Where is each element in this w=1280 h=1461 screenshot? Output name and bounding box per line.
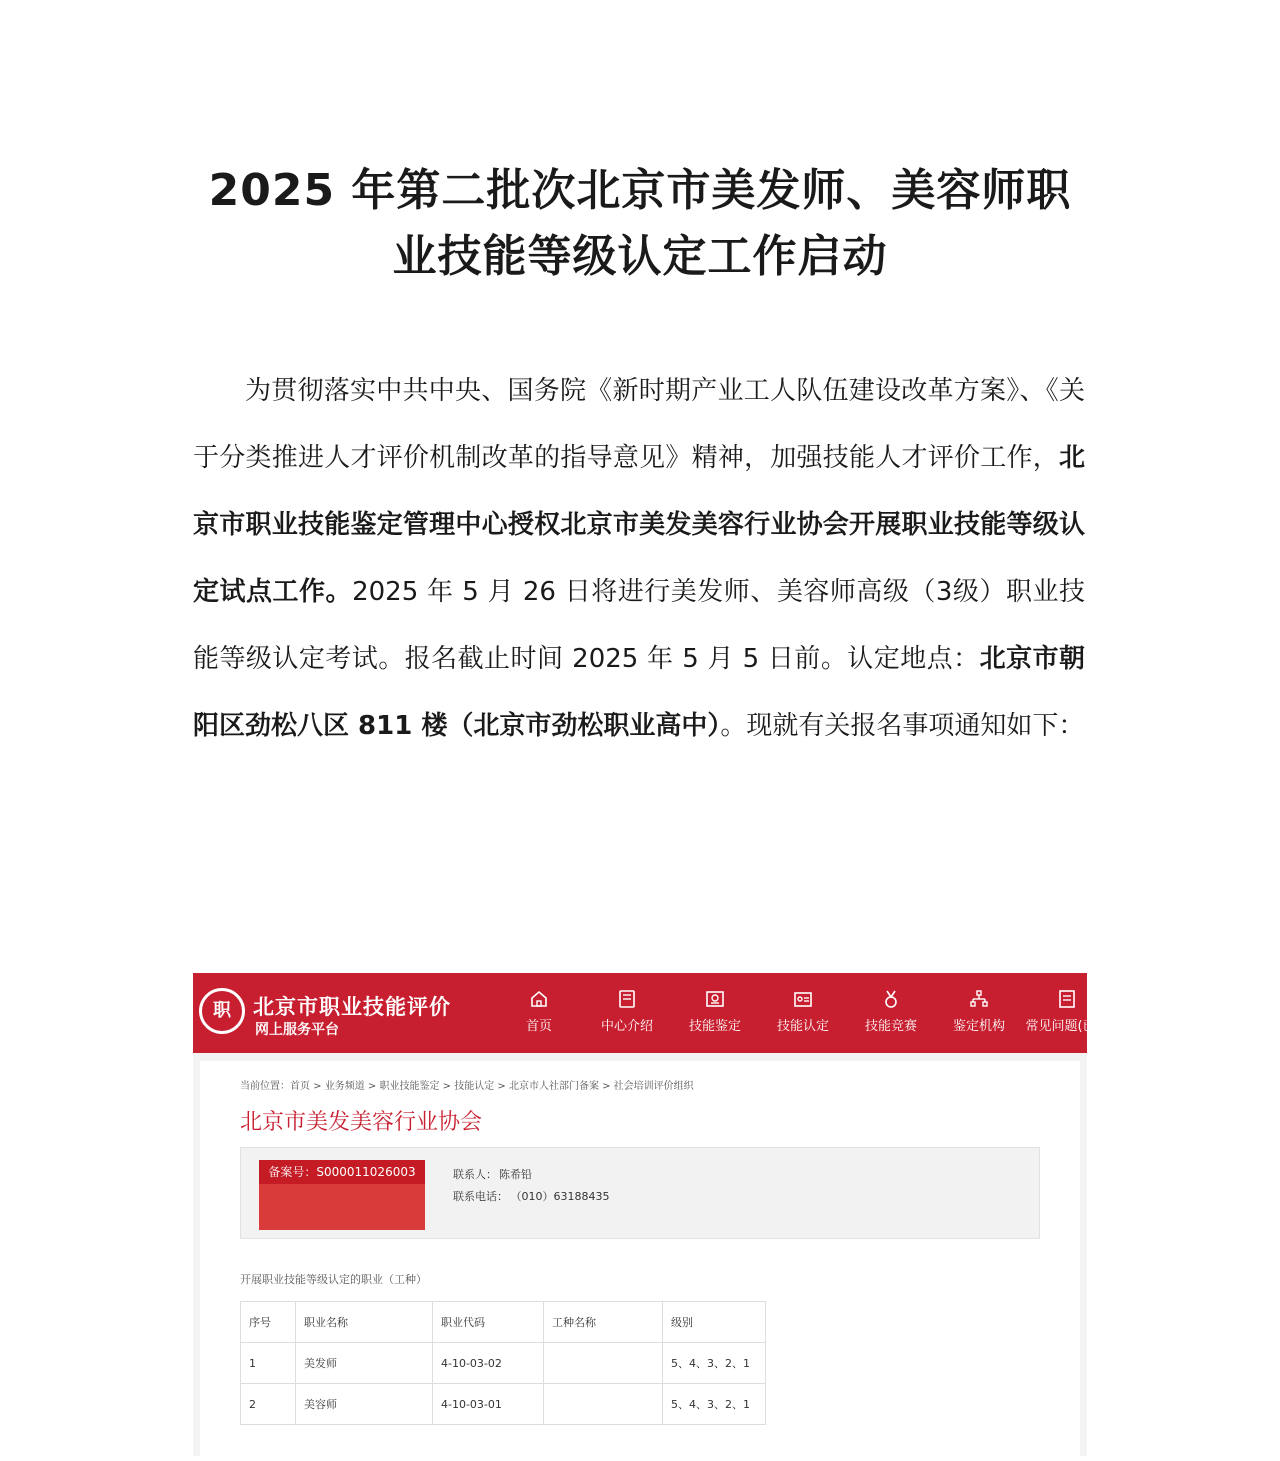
table-row — [241, 1384, 766, 1425]
table-header: 序号 — [241, 1302, 296, 1343]
table-cell: 美容师 — [296, 1384, 433, 1425]
table-header: 工种名称 — [544, 1302, 663, 1343]
contact-phone-label: 联系电话： — [453, 1190, 508, 1203]
title-line-2: 业技能等级认定工作启动 — [392, 231, 888, 282]
body-text-3: 。现就有关报名事项通知如下： — [720, 711, 1085, 741]
nav-item-institutions[interactable] — [935, 989, 1023, 1034]
contact-phone-row — [453, 1186, 609, 1208]
embedded-website-screenshot — [193, 973, 1109, 1456]
site-title[interactable]: 北京市职业技能评价 — [253, 995, 451, 1019]
table-header-row — [241, 1302, 766, 1343]
document-title — [190, 158, 1090, 290]
occupation-section-caption: 开展职业技能等级认定的职业（工种） — [240, 1273, 427, 1286]
nav-label: 技能鉴定 — [688, 1019, 741, 1034]
site-navbar — [193, 973, 1109, 1053]
certificate-icon — [705, 989, 725, 1009]
nav-label: 首页 — [525, 1019, 552, 1034]
table-cell: 4-10-03-01 — [433, 1384, 544, 1425]
contact-person-row — [453, 1164, 609, 1186]
contact-person: 陈希铅 — [499, 1168, 532, 1181]
nav-label: 中心介绍 — [600, 1019, 653, 1034]
table-row — [241, 1343, 766, 1384]
body-text-1: 为贯彻落实中共中央、国务院《新时期产业工人队伍建设改革方案》、《关于分类推进人才评价机制改革的指导意见》精神，加强技能人才评价工作， — [193, 376, 1085, 473]
table-header: 职业名称 — [296, 1302, 433, 1343]
nav-item-certification[interactable] — [759, 989, 847, 1034]
body-bold-2: 北京市朝阳区劲松八区 811 楼（北京市劲松职业高中） — [193, 644, 1085, 741]
occupation-table — [240, 1301, 766, 1425]
nav-label: 常见问题(已归 — [1025, 1019, 1109, 1034]
registration-card — [259, 1160, 425, 1230]
table-cell: 2 — [241, 1384, 296, 1425]
home-icon — [529, 989, 549, 1009]
organization-name: 北京市美发美容行业协会 — [240, 1110, 483, 1135]
table-cell: 1 — [241, 1343, 296, 1384]
faq-icon — [1057, 989, 1077, 1009]
medal-icon — [881, 989, 901, 1009]
nav-item-faq[interactable] — [1023, 989, 1111, 1034]
nav-label: 技能竞赛 — [864, 1019, 917, 1034]
nav-item-home[interactable] — [495, 989, 583, 1034]
content-panel — [200, 1061, 1080, 1461]
breadcrumb[interactable]: 当前位置：首页 > 业务频道 > 职业技能鉴定 > 技能认定 > 北京市人社部门备案 > 社会培训评价组织 — [240, 1081, 694, 1092]
org-chart-icon — [969, 989, 989, 1009]
nav-menu — [495, 989, 1111, 1034]
table-cell: 5、4、3、2、1 — [663, 1343, 766, 1384]
document-body — [193, 358, 1085, 760]
contact-phone: （010）63188435 — [516, 1190, 610, 1203]
table-cell — [544, 1343, 663, 1384]
title-line-1: 2025 年第二批次北京市美发师、美容师职 — [208, 165, 1072, 216]
table-cell: 4-10-03-02 — [433, 1343, 544, 1384]
body-text-2: 2025 年 5 月 26 日将进行美发师、美容师高级（3级）职业技能等级认定考试。报名截止时间 2025 年 5 月 5 日前。认定地点： — [193, 577, 1085, 674]
body-bold-1: 北京市职业技能鉴定管理中心授权北京市美发美容行业协会开展职业技能等级认定试点工作。 — [193, 443, 1085, 607]
contact-info — [453, 1164, 609, 1208]
contact-person-label: 联系人： — [453, 1168, 497, 1181]
nav-item-competition[interactable] — [847, 989, 935, 1034]
nav-label: 鉴定机构 — [952, 1019, 1005, 1034]
nav-label: 技能认定 — [776, 1019, 829, 1034]
table-header: 级别 — [663, 1302, 766, 1343]
table-cell: 美发师 — [296, 1343, 433, 1384]
nav-item-appraisal[interactable] — [671, 989, 759, 1034]
registration-number: 备案号：S000011026003 — [259, 1160, 425, 1184]
table-header: 职业代码 — [433, 1302, 544, 1343]
table-cell: 5、4、3、2、1 — [663, 1384, 766, 1425]
nav-item-about[interactable] — [583, 989, 671, 1034]
site-subtitle: 网上服务平台 — [255, 1022, 339, 1038]
book-icon — [617, 989, 637, 1009]
site-logo[interactable]: 职 — [199, 988, 245, 1034]
id-card-icon — [793, 989, 813, 1009]
org-info-box — [240, 1147, 1040, 1239]
table-cell — [544, 1384, 663, 1425]
